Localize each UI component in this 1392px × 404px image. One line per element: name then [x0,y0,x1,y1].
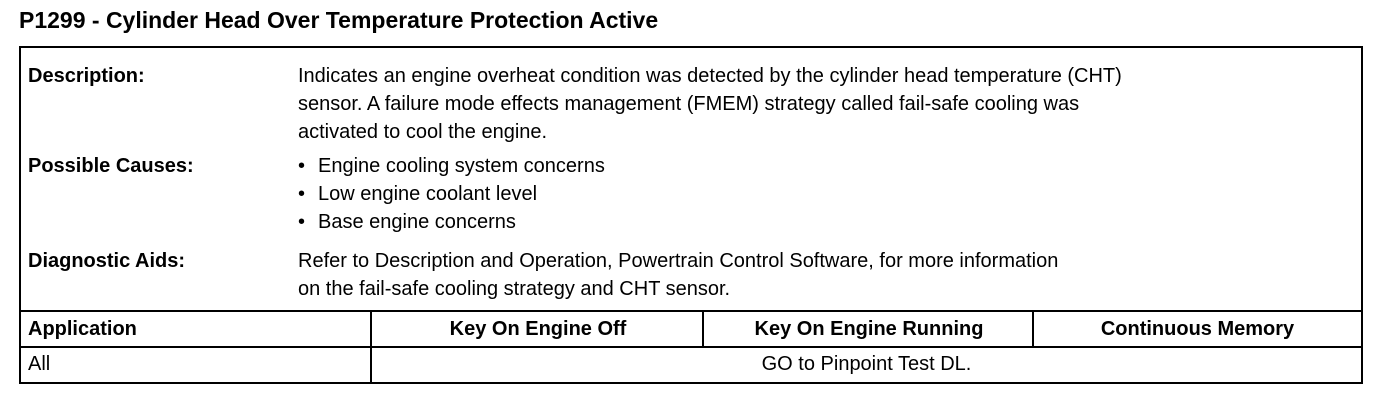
diagnostic-aids-line: Refer to Description and Operation, Powertrain Control Software, for more information [298,250,1059,272]
column-divider [370,312,372,382]
diagnostic-aids-row [21,247,1361,307]
cause-item-text: Engine cooling system concerns [318,155,605,177]
description-label: Description: [28,65,145,87]
header-koeo: Key On Engine Off [449,318,627,340]
row-action-value: GO to Pinpoint Test DL. [761,353,972,375]
description-row [21,62,1361,152]
description-line: Indicates an engine overheat condition was detected by the cylinder head temperature (CHT) [298,65,1122,87]
description-line: activated to cool the engine. [298,121,548,143]
cause-item [298,208,1353,236]
application-table [21,310,1361,384]
cause-item [298,152,1353,180]
bullet-icon: • [298,183,306,205]
cause-list [298,152,1353,236]
info-block [21,48,1361,310]
bullet-icon: • [298,155,306,177]
bullet-icon: • [298,211,306,233]
cause-item [298,180,1353,208]
possible-causes-label: Possible Causes: [28,155,194,177]
header-koer: Key On Engine Running [754,318,984,340]
header-continuous-memory: Continuous Memory [1100,318,1295,340]
cause-item-text: Base engine concerns [318,211,516,233]
diagnostic-aids-label: Diagnostic Aids: [28,250,186,272]
cause-item-text: Low engine coolant level [318,183,538,205]
possible-causes-row [21,152,1361,242]
page-title: P1299 - Cylinder Head Over Temperature Protection Active [19,7,659,33]
header-application: Application [28,318,137,340]
description-line: sensor. A failure mode effects management (FMEM) strategy called fail-safe cooling was [298,93,1080,115]
description-text [298,62,1353,146]
column-divider [702,312,704,346]
possible-causes-list [298,152,1353,236]
diagnostic-aids-line: on the fail-safe cooling strategy and CHT sensor. [298,278,731,300]
column-divider [1032,312,1034,346]
dtc-info-table [19,46,1363,384]
diagnostic-aids-text [298,247,1353,303]
row-application-value: All [28,353,51,375]
